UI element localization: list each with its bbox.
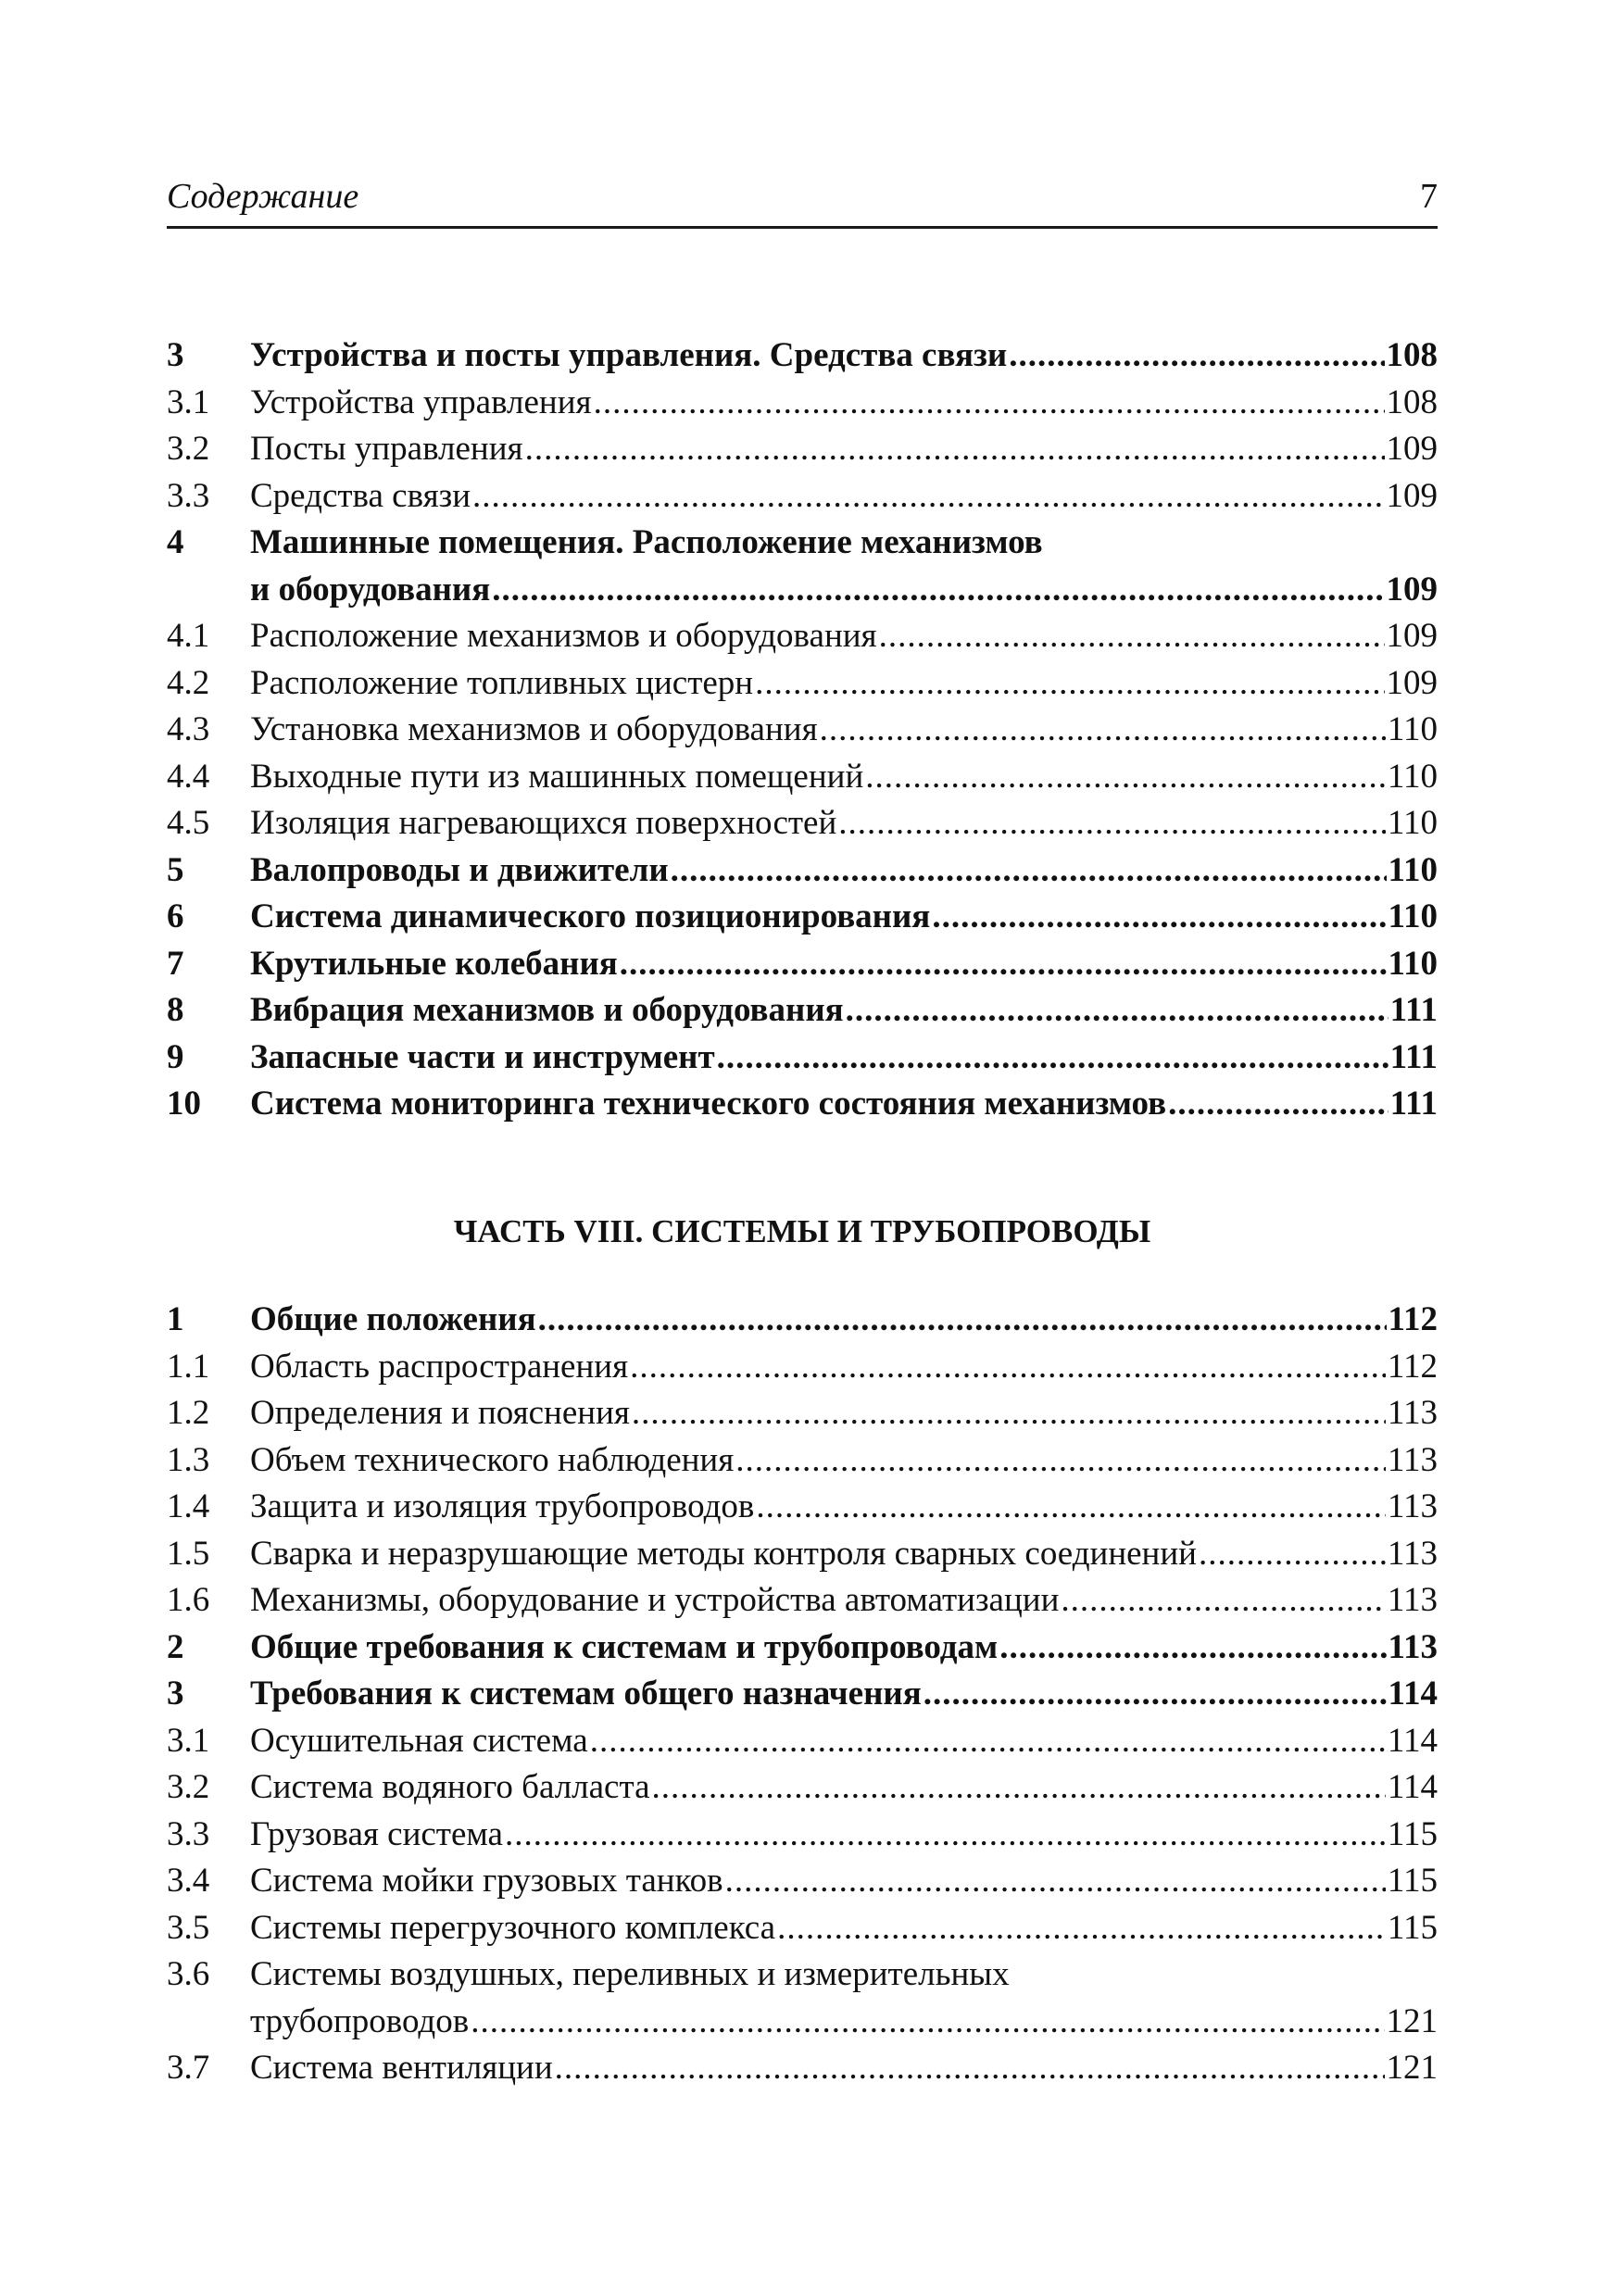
- toc-leader-dots: [652, 1764, 1386, 1812]
- toc-entry-title: Установка механизмов и оборудования: [250, 710, 818, 748]
- toc-entry[interactable]: [167, 707, 1438, 754]
- toc-entry-page: 111: [1389, 1037, 1438, 1076]
- toc-entry-line: [250, 1437, 1438, 1485]
- toc-entry-line: [250, 567, 1438, 614]
- part-heading: ЧАСТЬ VIII. СИСТЕМЫ И ТРУБОПРОВОДЫ: [453, 1213, 1151, 1249]
- toc-entry-line: [250, 426, 1438, 473]
- toc-entry-page: 115: [1387, 1862, 1438, 1900]
- toc-entry[interactable]: [167, 1390, 1438, 1437]
- toc-leader-dots: [471, 1999, 1384, 2046]
- toc-entry-page: 114: [1387, 1721, 1438, 1760]
- toc-entry-title: Требования к системам общего назначения: [250, 1675, 922, 1713]
- toc-entry-title: Расположение топливных цистерн: [250, 663, 754, 702]
- header-title: Содержание: [167, 177, 359, 216]
- toc-entry-line: [250, 332, 1438, 380]
- toc-entry-title: Определения и пояснения: [250, 1394, 630, 1432]
- toc-entry-title: Изоляция нагревающихся поверхностей: [250, 804, 837, 842]
- toc-entry[interactable]: [167, 332, 1438, 380]
- toc-entry-title: Защита и изоляция трубопроводов: [250, 1487, 755, 1525]
- toc-entry-line: [250, 1999, 1438, 2046]
- header-page-number: 7: [1420, 177, 1438, 216]
- toc-leader-dots: [777, 1905, 1386, 1952]
- toc-entry-line: [250, 1625, 1438, 1672]
- toc-entry-number: 7: [167, 944, 184, 983]
- toc-entry-number: 4.2: [167, 663, 210, 702]
- toc-entry-title: Система мониторинга технического состояния механизмов: [250, 1085, 1167, 1123]
- toc-entry-number: 3.1: [167, 1721, 210, 1760]
- toc-leader-dots: [525, 426, 1385, 473]
- toc-leader-dots: [538, 1297, 1387, 1344]
- toc-entry[interactable]: [167, 1577, 1438, 1625]
- toc-entry-line: [250, 1858, 1438, 1905]
- toc-leader-dots: [505, 1812, 1386, 1859]
- toc-entry-number: 3: [167, 336, 184, 374]
- toc-entry[interactable]: [167, 800, 1438, 847]
- toc-entry-page: 113: [1387, 1394, 1438, 1432]
- toc-entry-line: [250, 1905, 1438, 1952]
- toc-entry-page: 113: [1388, 1627, 1438, 1666]
- toc-entry-number: 2: [167, 1627, 184, 1666]
- toc-leader-dots: [846, 987, 1389, 1035]
- toc-entry-number: 6: [167, 897, 184, 935]
- toc-entry-page: 121: [1386, 2001, 1438, 2040]
- toc-entry-line: [250, 707, 1438, 754]
- toc-entry-number: 10: [167, 1085, 201, 1123]
- toc-entry-title: Вибрация механизмов и оборудования: [250, 991, 844, 1029]
- toc-entry-number: 9: [167, 1037, 184, 1076]
- toc-entry-line: [250, 2045, 1438, 2092]
- toc-entry-title: Устройства и посты управления. Средства связи: [250, 336, 1008, 374]
- toc-leader-dots: [620, 941, 1387, 988]
- toc-entry[interactable]: [167, 1484, 1438, 1531]
- toc-entry-number: 3.2: [167, 430, 210, 468]
- toc-entry-title: Запасные части и инструмент: [250, 1037, 715, 1076]
- toc-leader-dots: [1168, 1081, 1388, 1128]
- toc-entry-title: Общие положения: [250, 1300, 536, 1338]
- toc-entry-page: 113: [1387, 1581, 1438, 1619]
- toc-entry-line: [250, 1390, 1438, 1437]
- toc-entry[interactable]: [167, 894, 1438, 941]
- toc-entry-number: 3: [167, 1675, 184, 1713]
- toc-entry-line: [250, 1484, 1438, 1531]
- toc-entry-number: 8: [167, 991, 184, 1029]
- toc-entry-title: Объем технического наблюдения: [250, 1440, 735, 1479]
- toc-leader-dots: [820, 707, 1386, 754]
- running-header: [167, 174, 1438, 229]
- toc-entry-line: [250, 1297, 1438, 1344]
- toc-entry-title: Область распространения: [250, 1347, 629, 1386]
- toc-leader-dots: [725, 1858, 1386, 1905]
- toc-entry-page: 112: [1388, 1300, 1438, 1338]
- toc-entry-page: 110: [1387, 757, 1438, 796]
- toc-entry[interactable]: [167, 754, 1438, 801]
- toc-leader-dots: [755, 660, 1384, 708]
- toc-entry[interactable]: [167, 847, 1438, 895]
- toc-entry-line: [250, 800, 1438, 847]
- toc-leader-dots: [630, 1344, 1386, 1391]
- toc-entry-page: 111: [1389, 1085, 1438, 1123]
- toc-entry-line: [250, 1764, 1438, 1812]
- toc-entry[interactable]: [167, 1437, 1438, 1485]
- toc-entry-page: 108: [1386, 383, 1438, 421]
- toc-entry-number: 1.4: [167, 1487, 210, 1525]
- toc-entry-page: 110: [1388, 944, 1438, 983]
- toc-entry[interactable]: [167, 2045, 1438, 2092]
- toc-leader-dots: [594, 380, 1385, 427]
- toc-entry-page: 113: [1387, 1440, 1438, 1479]
- toc-entry-line: [250, 473, 1438, 521]
- toc-entry[interactable]: [167, 1625, 1438, 1672]
- toc-entry-number: 1: [167, 1300, 184, 1338]
- toc-entry-line: [250, 987, 1438, 1035]
- toc-entry-title-continued: и оборудования: [250, 570, 491, 609]
- toc-entry[interactable]: [167, 520, 1438, 567]
- toc-entry-number: 1.6: [167, 1581, 210, 1619]
- toc-entry-title: Посты управления: [250, 430, 523, 468]
- toc-entry-number: 3.7: [167, 2049, 210, 2087]
- toc-entry[interactable]: [167, 1951, 1438, 1999]
- toc-leader-dots: [632, 1390, 1386, 1437]
- toc-entry-number: 1.3: [167, 1440, 210, 1479]
- toc-entry[interactable]: [167, 1035, 1438, 1082]
- toc-entry[interactable]: [167, 1718, 1438, 1765]
- toc-entry-page: 109: [1386, 617, 1438, 655]
- toc-entry-line: [250, 1577, 1438, 1625]
- toc-leader-dots: [717, 1035, 1389, 1082]
- toc-entry[interactable]: [167, 1297, 1438, 1344]
- toc-entry-title: Валопроводы и движители: [250, 850, 669, 889]
- toc-entry-number: 3.1: [167, 383, 210, 421]
- toc-entry-line: [250, 520, 1438, 567]
- toc-entry[interactable]: [167, 1344, 1438, 1391]
- toc-entry-number: 3.6: [167, 1955, 210, 1993]
- toc-entry-title: Осушительная система: [250, 1721, 588, 1760]
- toc-section-a: [167, 332, 1438, 1128]
- toc-leader-dots: [671, 847, 1387, 895]
- toc-entry-title: Грузовая система: [250, 1814, 503, 1853]
- toc-entry-number: 3.3: [167, 476, 210, 515]
- toc-entry-line: [250, 1035, 1438, 1082]
- toc-section-b: [167, 1297, 1438, 2092]
- toc-entry-page: 109: [1386, 570, 1438, 609]
- toc-entry-page: 110: [1387, 804, 1438, 842]
- toc-entry-title: Механизмы, оборудование и устройства автоматизации: [250, 1581, 1060, 1619]
- toc-leader-dots: [865, 754, 1386, 801]
- toc-leader-dots: [590, 1718, 1386, 1765]
- toc-entry[interactable]: [167, 660, 1438, 708]
- toc-entry[interactable]: [167, 941, 1438, 988]
- toc-entry-line: [250, 754, 1438, 801]
- toc-entry-line: [250, 847, 1438, 895]
- toc-entry-number: 4.3: [167, 710, 210, 748]
- toc-entry-line: [250, 1718, 1438, 1765]
- toc-leader-dots: [492, 567, 1384, 614]
- toc-entry-title: Сварка и неразрушающие методы контроля сварных соединений: [250, 1534, 1197, 1573]
- toc-entry-title: Машинные помещения. Расположение механизмов: [250, 523, 1043, 561]
- toc-entry-page: 108: [1386, 336, 1438, 374]
- toc-entry-number: 5: [167, 850, 184, 889]
- toc-entry[interactable]: [167, 1531, 1438, 1578]
- toc-leader-dots: [999, 1625, 1386, 1672]
- toc-entry[interactable]: [167, 473, 1438, 521]
- toc-leader-dots: [838, 800, 1386, 847]
- toc-entry-number: 4.1: [167, 617, 210, 655]
- toc-entry-page: 110: [1388, 897, 1438, 935]
- toc-leader-dots: [1199, 1531, 1386, 1578]
- toc-leader-dots: [924, 1671, 1387, 1718]
- toc-entry[interactable]: [167, 1812, 1438, 1859]
- toc-entry[interactable]: [167, 987, 1438, 1035]
- toc-entry-title: Общие требования к системам и трубопроводам: [250, 1627, 999, 1666]
- toc-entry-line: [250, 1081, 1438, 1128]
- toc-entry-line: [250, 894, 1438, 941]
- toc-entry-page: 111: [1389, 991, 1438, 1029]
- toc-entry-line: [250, 1812, 1438, 1859]
- toc-entry-page: 110: [1387, 710, 1438, 748]
- toc-leader-dots: [472, 473, 1384, 521]
- toc-entry-page: 112: [1387, 1347, 1438, 1386]
- toc-leader-dots: [1061, 1577, 1385, 1625]
- toc-entry[interactable]: [167, 1671, 1438, 1718]
- toc-leader-dots: [1009, 332, 1384, 380]
- toc-entry-line: [250, 613, 1438, 660]
- toc-entry-page: 109: [1386, 476, 1438, 515]
- toc-entry-line: [250, 1951, 1438, 1999]
- toc-entry-title: Устройства управления: [250, 383, 592, 421]
- toc-entry-number: 1.2: [167, 1394, 210, 1432]
- toc-entry-title: Система динамического позиционирования: [250, 897, 931, 935]
- toc-entry-page: 109: [1386, 430, 1438, 468]
- toc-entry-continuation[interactable]: [167, 1999, 1438, 2046]
- toc-entry-line: [250, 1344, 1438, 1391]
- toc-entry-continuation[interactable]: [167, 567, 1438, 614]
- toc-entry[interactable]: [167, 1081, 1438, 1128]
- toc-entry-title: Система вентиляции: [250, 2049, 553, 2087]
- toc-entry-title: Выходные пути из машинных помещений: [250, 757, 864, 796]
- toc-entry-page: 121: [1386, 2049, 1438, 2087]
- toc-entry-number: 3.4: [167, 1862, 210, 1900]
- toc-leader-dots: [879, 613, 1385, 660]
- toc-entry-page: 113: [1387, 1487, 1438, 1525]
- toc-entry-page: 114: [1388, 1675, 1438, 1713]
- toc-entry-line: [250, 1671, 1438, 1718]
- toc-entry-number: 4.4: [167, 757, 210, 796]
- toc-entry-page: 109: [1386, 663, 1438, 702]
- toc-leader-dots: [756, 1484, 1385, 1531]
- toc-entry-title: Система мойки грузовых танков: [250, 1862, 723, 1900]
- toc-entry-title: Крутильные колебания: [250, 944, 618, 983]
- toc-entry-page: 113: [1387, 1534, 1438, 1573]
- toc-entry-number: 1.5: [167, 1534, 210, 1573]
- toc-entry-line: [250, 380, 1438, 427]
- toc-entry-page: 114: [1387, 1768, 1438, 1806]
- toc-entry-title: Средства связи: [250, 476, 471, 515]
- toc-entry-line: [250, 660, 1438, 708]
- toc-entry[interactable]: [167, 426, 1438, 473]
- toc-entry-title: Расположение механизмов и оборудования: [250, 617, 877, 655]
- toc-entry-number: 3.5: [167, 1908, 210, 1947]
- toc-leader-dots: [932, 894, 1386, 941]
- toc-entry-line: [250, 1531, 1438, 1578]
- toc-entry[interactable]: [167, 1858, 1438, 1905]
- toc-entry-number: 3.2: [167, 1768, 210, 1806]
- toc-entry-number: 4.5: [167, 804, 210, 842]
- toc-entry-number: 4: [167, 523, 184, 561]
- toc-entry-number: 3.3: [167, 1814, 210, 1853]
- toc-entry-title: Система водяного балласта: [250, 1768, 650, 1806]
- toc-entry[interactable]: [167, 1905, 1438, 1952]
- toc-entry[interactable]: [167, 1764, 1438, 1812]
- toc-entry-line: [250, 941, 1438, 988]
- toc-entry-page: 115: [1387, 1908, 1438, 1947]
- toc-entry[interactable]: [167, 380, 1438, 427]
- toc-entry-page: 110: [1388, 850, 1438, 889]
- toc-entry-title: Системы воздушных, переливных и измерительных: [250, 1955, 1010, 1993]
- toc-leader-dots: [555, 2045, 1385, 2092]
- toc-leader-dots: [735, 1437, 1386, 1485]
- toc-entry[interactable]: [167, 613, 1438, 660]
- toc-entry-number: 1.1: [167, 1347, 210, 1386]
- toc-entry-title: Системы перегрузочного комплекса: [250, 1908, 776, 1947]
- toc-entry-page: 115: [1387, 1814, 1438, 1853]
- toc-entry-title-continued: трубопроводов: [250, 2001, 470, 2040]
